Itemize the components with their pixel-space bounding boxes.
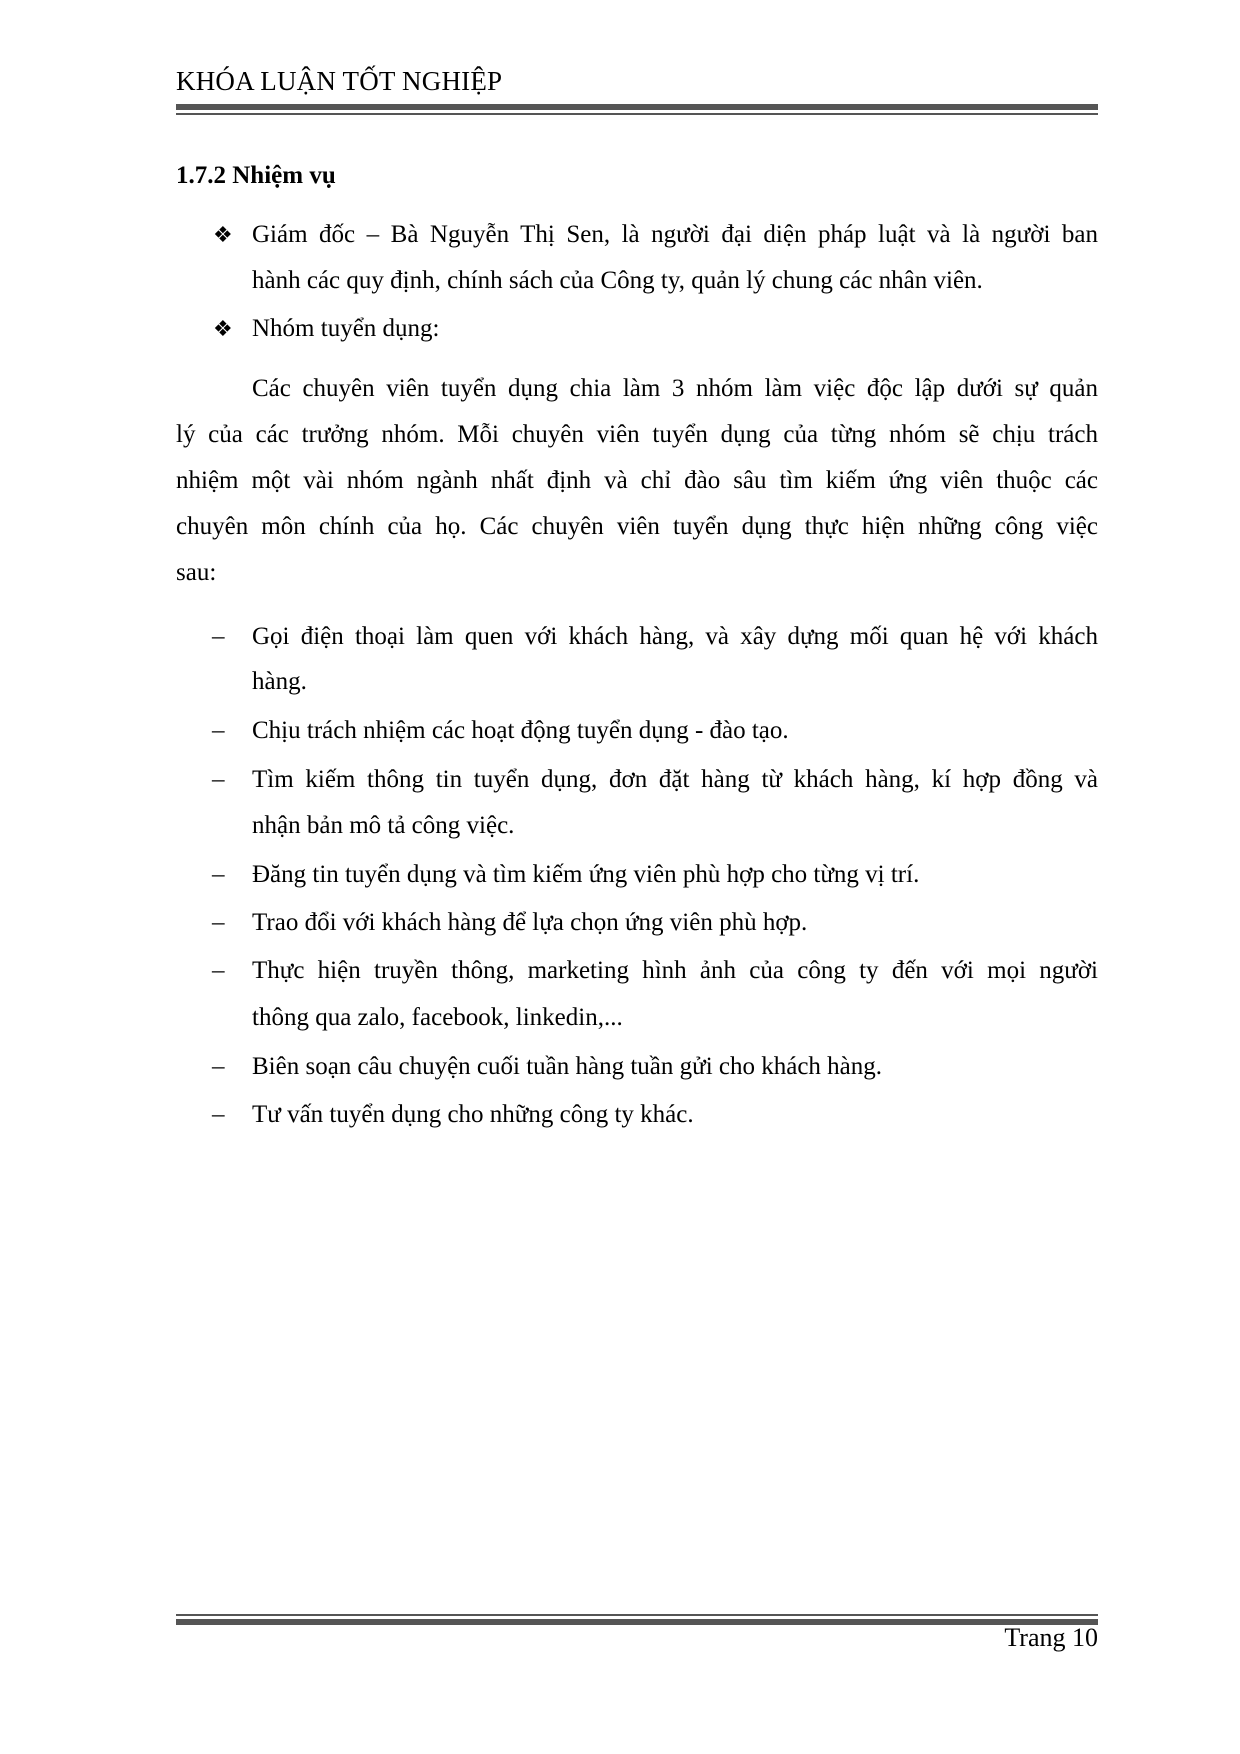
task-item-line2: nhận bản mô tả công việc.	[252, 812, 515, 839]
header-rule	[176, 104, 1098, 115]
task-item-line2: hàng.	[252, 668, 307, 695]
dash-bullet: –	[212, 717, 225, 744]
task-item-line1: Trao đổi với khách hàng để lựa chọn ứng viên phù hợp.	[252, 909, 808, 936]
dash-bullet: –	[212, 909, 225, 936]
task-item-line1: Biên soạn câu chuyện cuối tuần hàng tuần gửi cho khách hàng.	[252, 1053, 883, 1080]
dash-bullet: –	[212, 623, 225, 650]
diamond-bullet-icon: ❖	[213, 222, 233, 247]
footer-rule	[176, 1614, 1098, 1625]
paragraph-line: Các chuyên viên tuyển dụng chia làm 3 nhóm làm việc độc lập dưới sự quản	[252, 375, 1098, 402]
paragraph-line: chuyên môn chính của họ. Các chuyên viên tuyển dụng thực hiện những công việc	[176, 513, 1098, 540]
header-title: KHÓA LUẬN TỐT NGHIỆP	[176, 66, 503, 96]
task-item-line1: Chịu trách nhiệm các hoạt động tuyển dụng - đào tạo.	[252, 717, 789, 744]
bullet-director-line1: Giám đốc – Bà Nguyễn Thị Sen, là người đại diện pháp luật và là người ban	[252, 221, 1098, 248]
paragraph-line: sau:	[176, 559, 217, 586]
task-item-line2: thông qua zalo, facebook, linkedin,...	[252, 1004, 623, 1031]
dash-bullet: –	[212, 957, 225, 984]
dash-bullet: –	[212, 1053, 225, 1080]
paragraph-line: lý của các trưởng nhóm. Mỗi chuyên viên tuyển dụng của từng nhóm sẽ chịu trách	[176, 421, 1098, 448]
diamond-bullet-icon: ❖	[213, 316, 233, 341]
bullet-recruit-group: Nhóm tuyển dụng:	[252, 315, 440, 342]
task-item-line1: Đăng tin tuyển dụng và tìm kiếm ứng viên phù hợp cho từng vị trí.	[252, 861, 920, 888]
dash-bullet: –	[212, 861, 225, 888]
section-title: 1.7.2 Nhiệm vụ	[176, 162, 336, 189]
dash-bullet: –	[212, 766, 225, 793]
task-item-line1: Thực hiện truyền thông, marketing hình ảnh của công ty đến với mọi người	[252, 957, 1098, 984]
paragraph-line: nhiệm một vài nhóm ngành nhất định và chỉ đào sâu tìm kiếm ứng viên thuộc các	[176, 467, 1098, 494]
task-item-line1: Tìm kiếm thông tin tuyển dụng, đơn đặt hàng từ khách hàng, kí hợp đồng và	[252, 766, 1098, 793]
task-item-line1: Gọi điện thoại làm quen với khách hàng, và xây dựng mối quan hệ với khách	[252, 623, 1098, 650]
page-number: Trang 10	[1004, 1623, 1098, 1652]
task-item-line1: Tư vấn tuyển dụng cho những công ty khác.	[252, 1101, 694, 1128]
bullet-director-line2: hành các quy định, chính sách của Công ty, quản lý chung các nhân viên.	[252, 267, 983, 294]
dash-bullet: –	[212, 1101, 225, 1128]
